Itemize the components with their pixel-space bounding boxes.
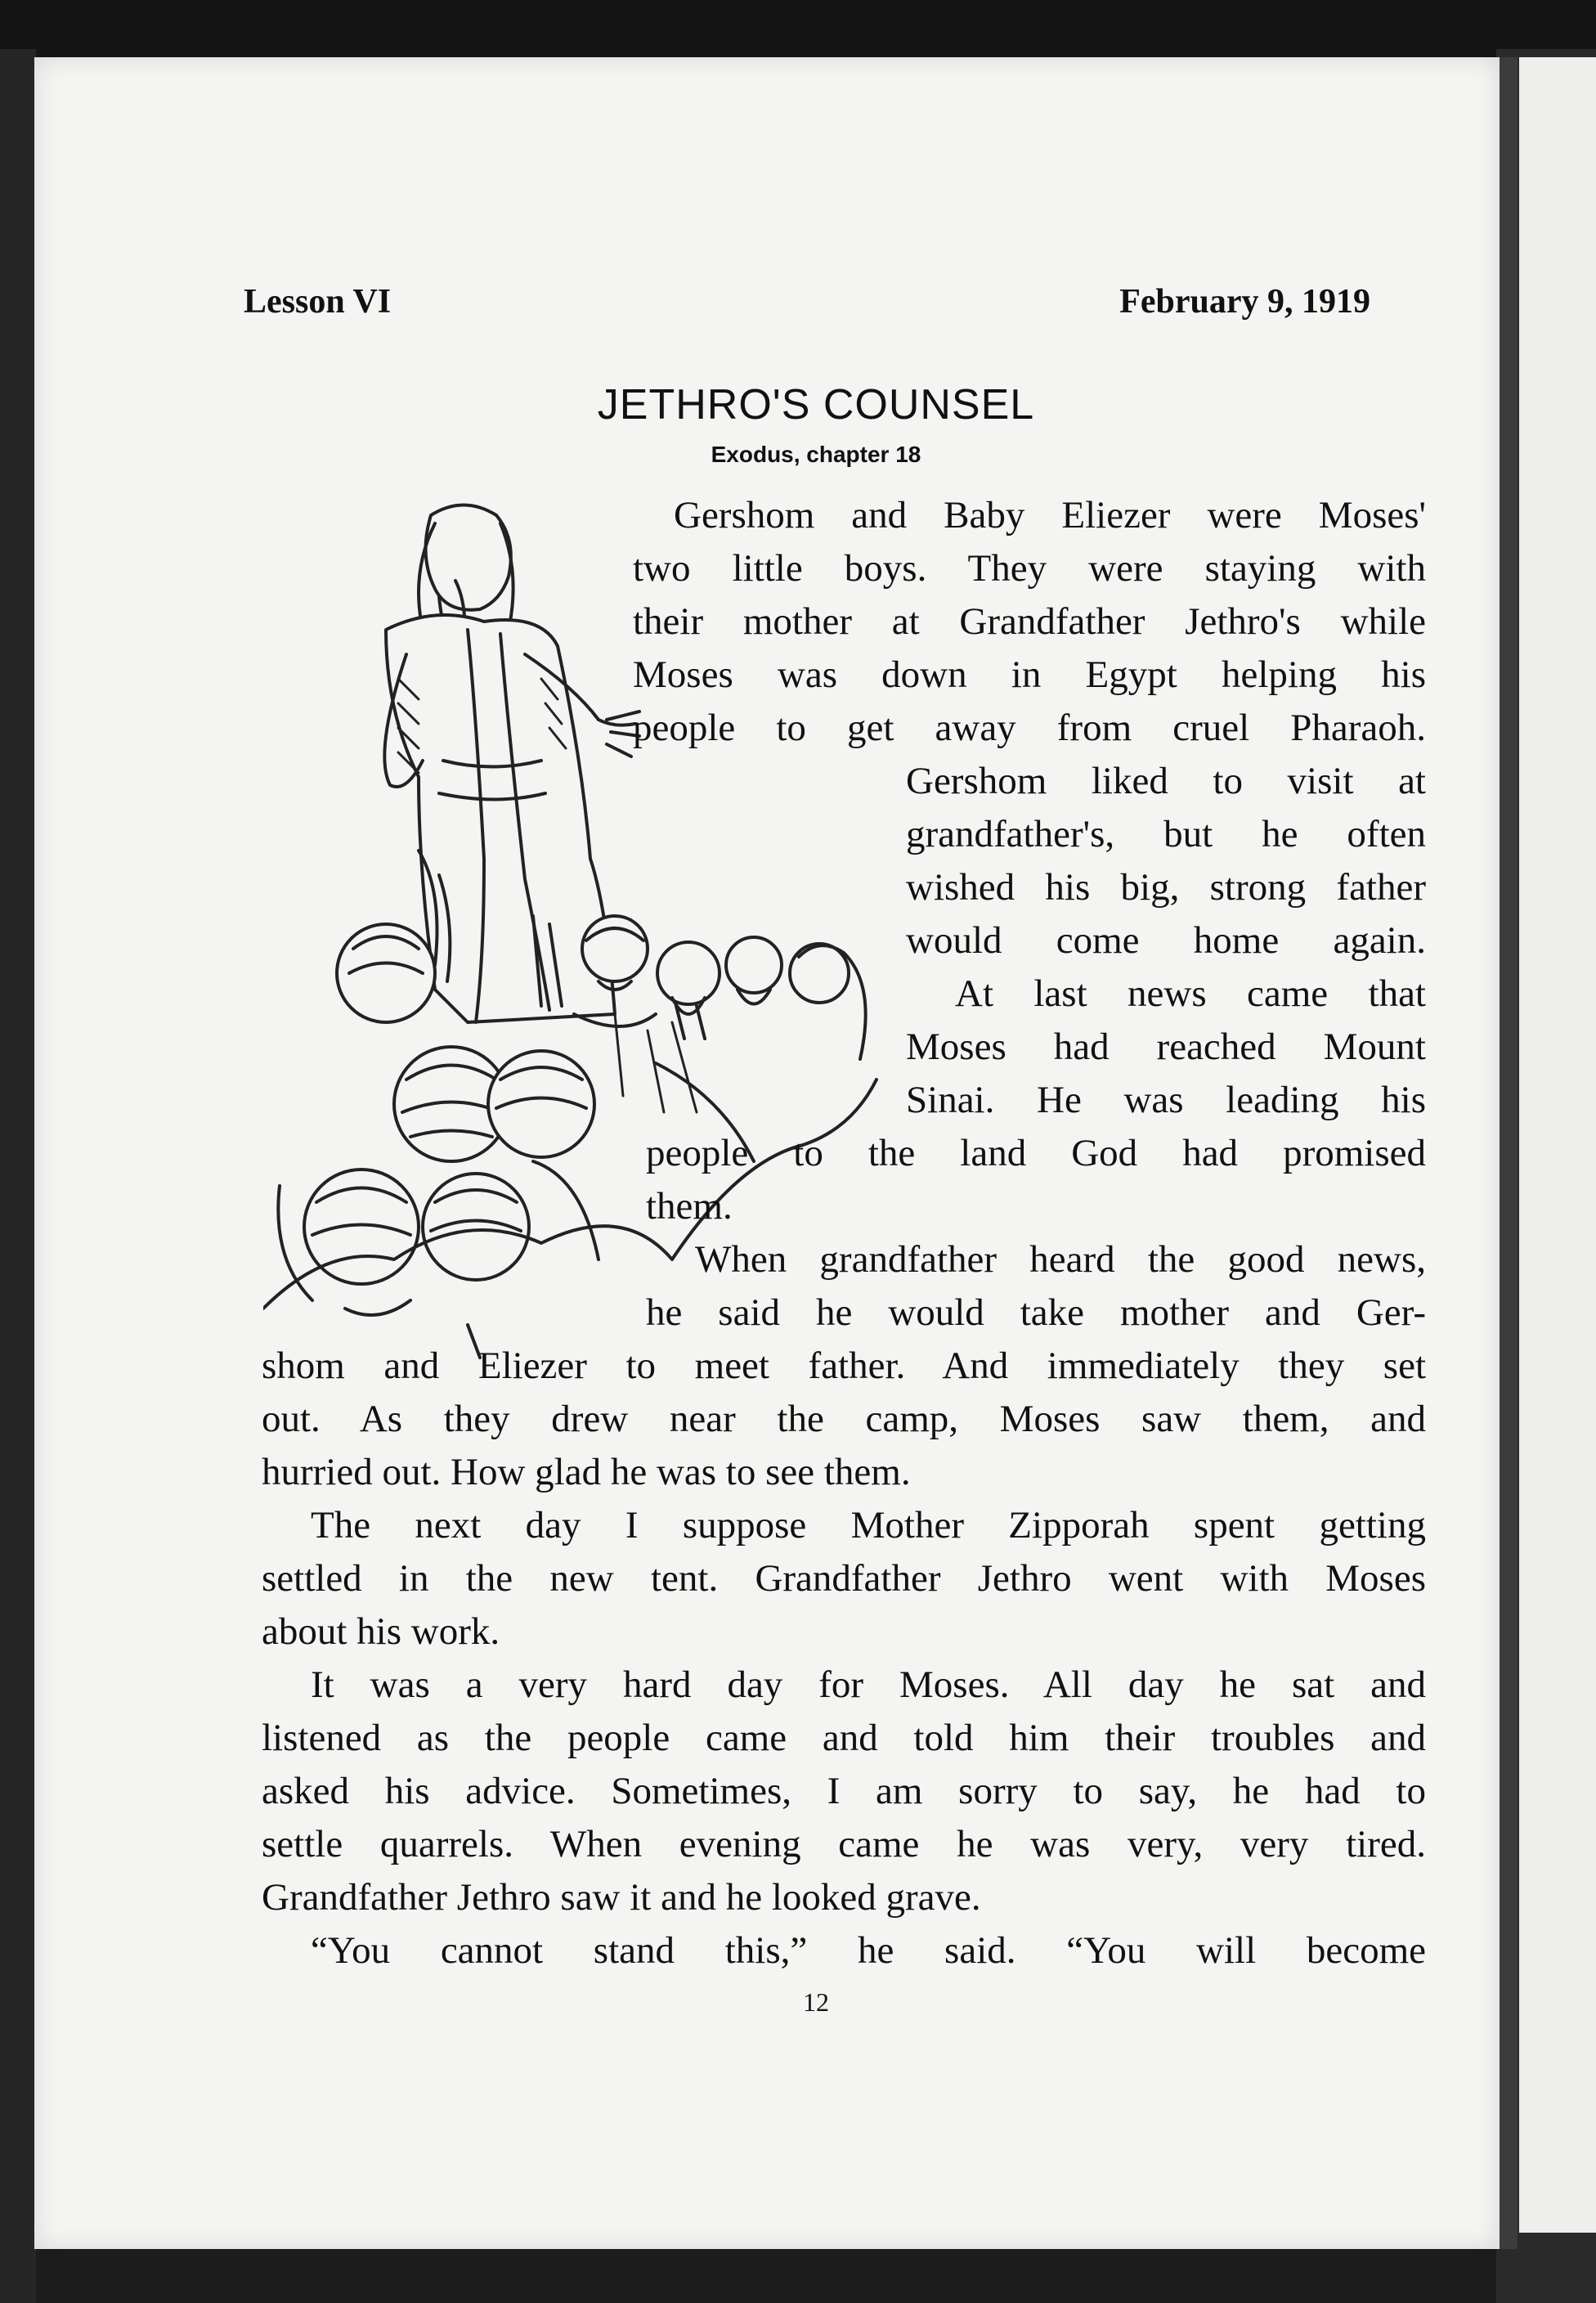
book-page (34, 57, 1500, 2249)
text-line: settle quarrels. When evening came he was very, very tired. (262, 1823, 1426, 1865)
text-line: When grandfather heard the good news, (695, 1238, 1426, 1281)
text-line: Moses was down in Egypt helping his (633, 653, 1426, 696)
text-line: At last news came that (955, 972, 1426, 1015)
text-line: shom and Eliezer to meet father. And immediately they set (262, 1345, 1426, 1387)
text-line: people to get away from cruel Pharaoh. (633, 707, 1426, 749)
text-line: wished his big, strong father (906, 866, 1426, 909)
text-line: Sinai. He was leading his (906, 1079, 1426, 1121)
text-line: Gershom and Baby Eliezer were Moses' (674, 494, 1426, 536)
text-line: asked his advice. Sometimes, I am sorry to say, he had to (262, 1770, 1426, 1812)
lesson-number: Lesson VI (244, 283, 392, 321)
text-line: listened as the people came and told him their troubles and (262, 1717, 1426, 1759)
text-line: Grandfather Jethro saw it and he looked grave. (262, 1876, 981, 1919)
text-line: grandfather's, but he often (906, 813, 1426, 855)
text-line: two little boys. They were staying with (633, 547, 1426, 590)
lesson-date: February 9, 1919 (1119, 283, 1370, 321)
text-line: “You cannot stand this,” he said. “You will become (311, 1929, 1426, 1972)
chapter-title: JETHRO'S COUNSEL (597, 381, 1035, 429)
text-line: he said he would take mother and Ger- (646, 1291, 1426, 1334)
text-line: would come home again. (906, 919, 1426, 962)
page-edge-right (1500, 57, 1518, 2249)
text-line: Moses had reached Mount (906, 1026, 1426, 1068)
book-binding-left (0, 49, 36, 2303)
text-line: their mother at Grandfather Jethro's while (633, 600, 1426, 643)
text-line: hurried out. How glad he was to see them. (262, 1451, 911, 1493)
text-line: people to the land God had promised (646, 1132, 1426, 1174)
text-line: them. (646, 1185, 733, 1228)
text-line: It was a very hard day for Moses. All day he sat and (311, 1663, 1426, 1706)
text-line: The next day I suppose Mother Zipporah spent getting (311, 1504, 1426, 1547)
text-line: about his work. (262, 1610, 500, 1653)
text-line: Gershom liked to visit at (906, 760, 1426, 802)
text-line: out. As they drew near the camp, Moses saw them, and (262, 1398, 1426, 1440)
scripture-reference: Exodus, chapter 18 (711, 442, 921, 467)
text-line: settled in the new tent. Grandfather Jethro went with Moses (262, 1557, 1426, 1600)
scan-background-top (0, 0, 1596, 65)
facing-page-edge (1519, 57, 1596, 2233)
page-number: 12 (803, 1987, 829, 2017)
